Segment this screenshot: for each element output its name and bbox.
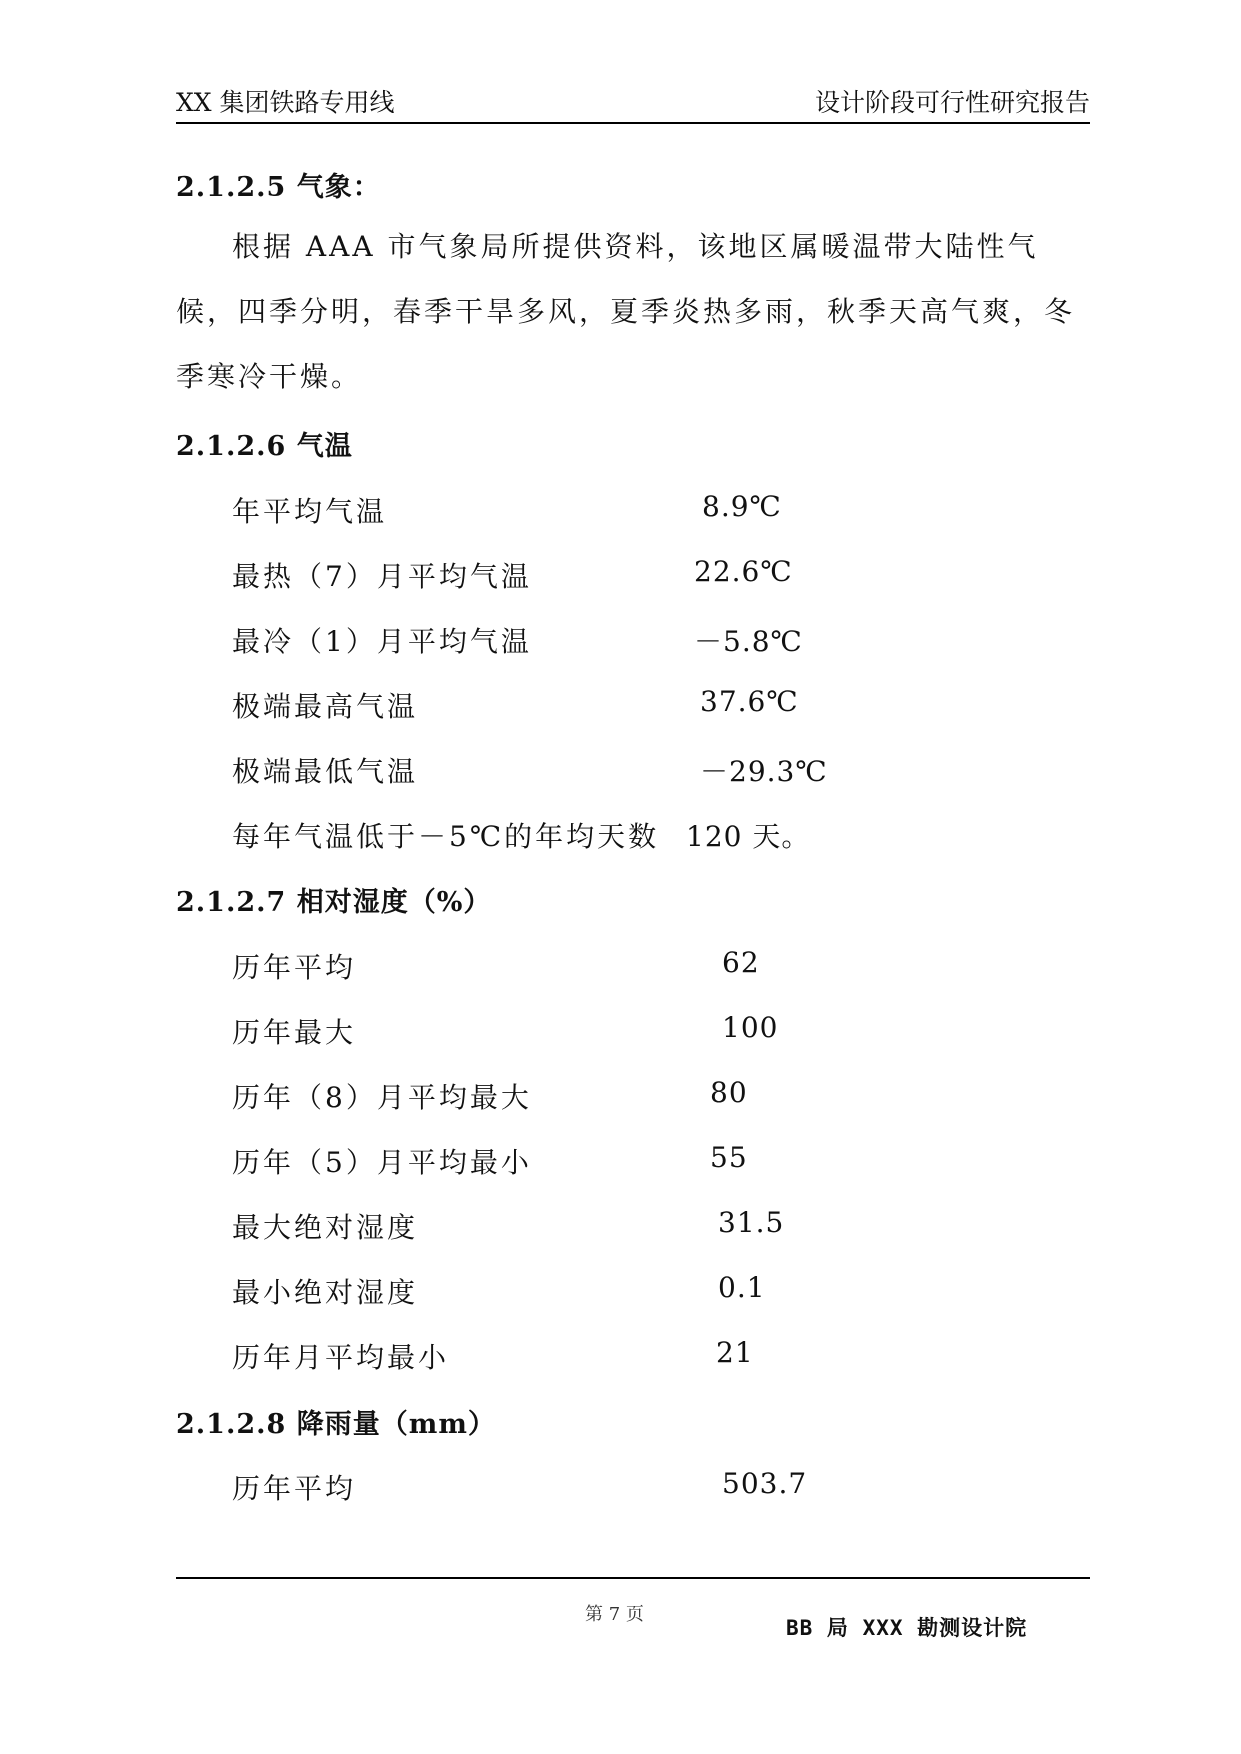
row-value: 21 bbox=[716, 1336, 754, 1369]
footer-divider bbox=[176, 1577, 1090, 1579]
row-label: 极端最高气温 bbox=[232, 690, 419, 723]
row-value: 62 bbox=[722, 946, 760, 979]
row-label: 历年（8）月平均最大 bbox=[232, 1081, 532, 1114]
row-value: 120 天。 bbox=[686, 820, 811, 853]
weather-paragraph: 根据 AAA 市气象局所提供资料，该地区属暖温带大陆性气候，四季分明，春季干旱多风，夏季炎热多雨，秋季天高气爽，冬季寒冷干燥。 bbox=[176, 230, 1076, 393]
row-label: 最大绝对湿度 bbox=[232, 1211, 419, 1244]
row-value: 100 bbox=[722, 1011, 779, 1044]
row-label: 最小绝对湿度 bbox=[232, 1276, 419, 1309]
row-label: 最热（7）月平均气温 bbox=[232, 560, 532, 593]
header-report-title: 设计阶段可行性研究报告 bbox=[814, 88, 1090, 117]
row-label: 年平均气温 bbox=[232, 495, 388, 528]
row-value: 80 bbox=[710, 1076, 748, 1109]
page-header bbox=[176, 84, 1090, 124]
page-number: 第 7 页 bbox=[585, 1604, 644, 1625]
row-value: 503.7 bbox=[722, 1467, 808, 1500]
row-value: 37.6℃ bbox=[700, 685, 799, 718]
row-label: 历年平均 bbox=[232, 1472, 357, 1505]
row-label: 最冷（1）月平均气温 bbox=[232, 625, 532, 658]
heading-humidity: 2.1.2.7 相对湿度（%） bbox=[176, 887, 492, 918]
row-label: 历年月平均最小 bbox=[232, 1341, 450, 1374]
row-value: －29.3℃ bbox=[700, 755, 828, 788]
row-value: 55 bbox=[710, 1141, 748, 1174]
row-value: 22.6℃ bbox=[694, 555, 793, 588]
row-label: 每年气温低于－5℃的年均天数 bbox=[232, 820, 660, 853]
row-value: －5.8℃ bbox=[694, 625, 803, 658]
footer-organization: BB 局 XXX 勘测设计院 bbox=[786, 1616, 1028, 1640]
row-value: 8.9℃ bbox=[702, 490, 782, 523]
row-label: 历年平均 bbox=[232, 951, 357, 984]
row-label: 历年（5）月平均最小 bbox=[232, 1146, 532, 1179]
row-value: 0.1 bbox=[718, 1271, 766, 1304]
heading-temperature: 2.1.2.6 气温 bbox=[176, 431, 353, 462]
heading-weather: 2.1.2.5 气象： bbox=[176, 172, 381, 203]
row-label: 极端最低气温 bbox=[232, 755, 419, 788]
header-project-title: XX 集团铁路专用线 bbox=[176, 88, 395, 117]
row-label: 历年最大 bbox=[232, 1016, 357, 1049]
row-value: 31.5 bbox=[718, 1206, 785, 1239]
heading-rainfall: 2.1.2.8 降雨量（mm） bbox=[176, 1409, 496, 1440]
